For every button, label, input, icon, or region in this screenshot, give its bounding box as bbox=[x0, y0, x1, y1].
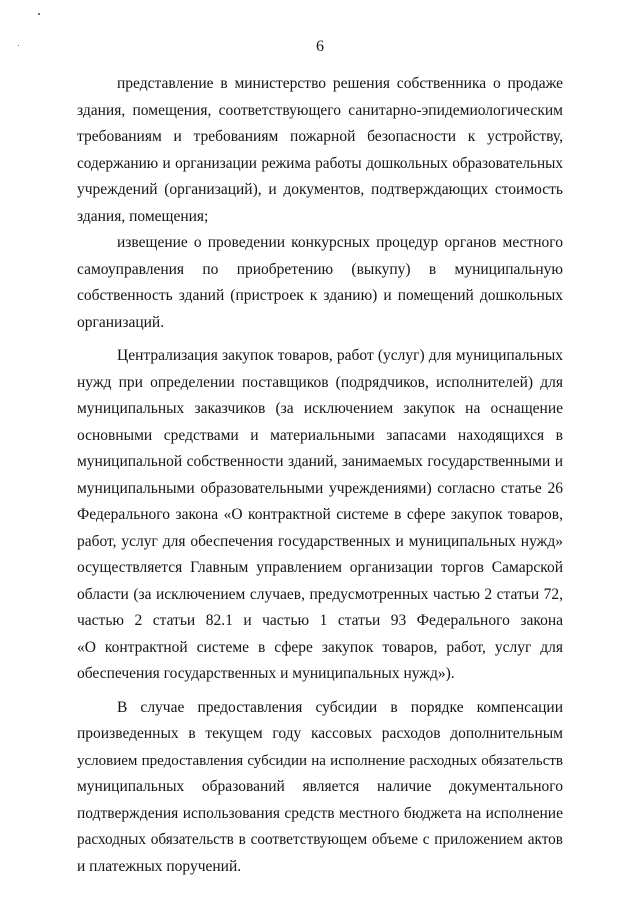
paragraph-tender-notice bbox=[77, 230, 563, 336]
text-line: Централизация закупок товаров, работ (услуг) для муниципальных bbox=[117, 347, 563, 364]
text-line: В случае предоставления субсидии в порядке компенсации bbox=[117, 698, 563, 716]
paragraph-procurement-centralization bbox=[77, 343, 563, 688]
paragraph-subsidy-compensation bbox=[77, 695, 563, 881]
text-line: собственность зданий (пристроек к зданию) и помещений дошкольных bbox=[77, 287, 563, 304]
text-line: муниципальной собственности зданий, занимаемых государственными и bbox=[77, 453, 563, 470]
text-line: нужд при определении поставщиков (подрядчиков, исполнителей) для bbox=[77, 373, 563, 391]
text-line: муниципальных заказчиков (за исключением закупок на оснащение bbox=[77, 400, 563, 417]
text-line: условием предоставления субсидии на исполнение расходных обязательств bbox=[77, 752, 563, 769]
text-line: здания, помещения, соответствующего санитарно-эпидемиологическим bbox=[77, 101, 563, 119]
text-line: муниципальных образований является наличие документального bbox=[77, 778, 563, 795]
text-line: частью 2 статьи 82.1 и частью 1 статьи 93 Федерального закона bbox=[77, 612, 563, 629]
text-line: произведенных в текущем году кассовых расходов дополнительным bbox=[77, 725, 563, 742]
text-line: учреждений (организаций), и документов, подтверждающих стоимость bbox=[77, 181, 563, 198]
text-line: извещение о проведении конкурсных процедур органов местного bbox=[117, 234, 563, 251]
text-line: организаций. bbox=[77, 313, 165, 331]
text-line: Федерального закона «О контрактной системе в сфере закупок товаров, bbox=[77, 506, 563, 523]
page-number: 6 bbox=[316, 38, 324, 55]
paragraph-seller-decision bbox=[77, 71, 563, 230]
text-line: представление в министерство решения собственника о продаже bbox=[117, 75, 563, 92]
text-line: и платежных поручений. bbox=[77, 857, 242, 875]
text-line: основными средствами и материальными запасами находящихся в bbox=[77, 426, 563, 444]
text-line: работ, услуг для обеспечения государственных и муниципальных нужд» bbox=[77, 532, 563, 550]
text-line: расходных обязательств в соответствующем объеме с приложением актов bbox=[77, 831, 563, 848]
text-line: муниципальными образовательными учреждениями) согласно статье 26 bbox=[77, 479, 563, 497]
text-line: содержанию и организации режима работы дошкольных образовательных bbox=[77, 154, 563, 172]
text-line: самоуправления по приобретению (выкупу) в муниципальную bbox=[77, 260, 563, 278]
text-line: области (за исключением случаев, предусмотренных частью 2 статьи 72, bbox=[77, 585, 563, 603]
text-line: здания, помещения; bbox=[77, 207, 209, 225]
text-line: требованиям и требованиям пожарной безопасности к устройству, bbox=[77, 128, 563, 145]
text-line: «О контрактной системе в сфере закупок товаров, работ, услуг для bbox=[77, 638, 563, 656]
document-body bbox=[77, 71, 563, 880]
scan-dot-mark bbox=[38, 13, 40, 15]
text-line: обеспечения государственных и муниципальных нужд»). bbox=[77, 665, 455, 682]
text-line: подтверждения использования средств местного бюджета на исполнение bbox=[77, 804, 563, 822]
text-line: осуществляется Главным управлением организации торгов Самарской bbox=[77, 559, 563, 576]
